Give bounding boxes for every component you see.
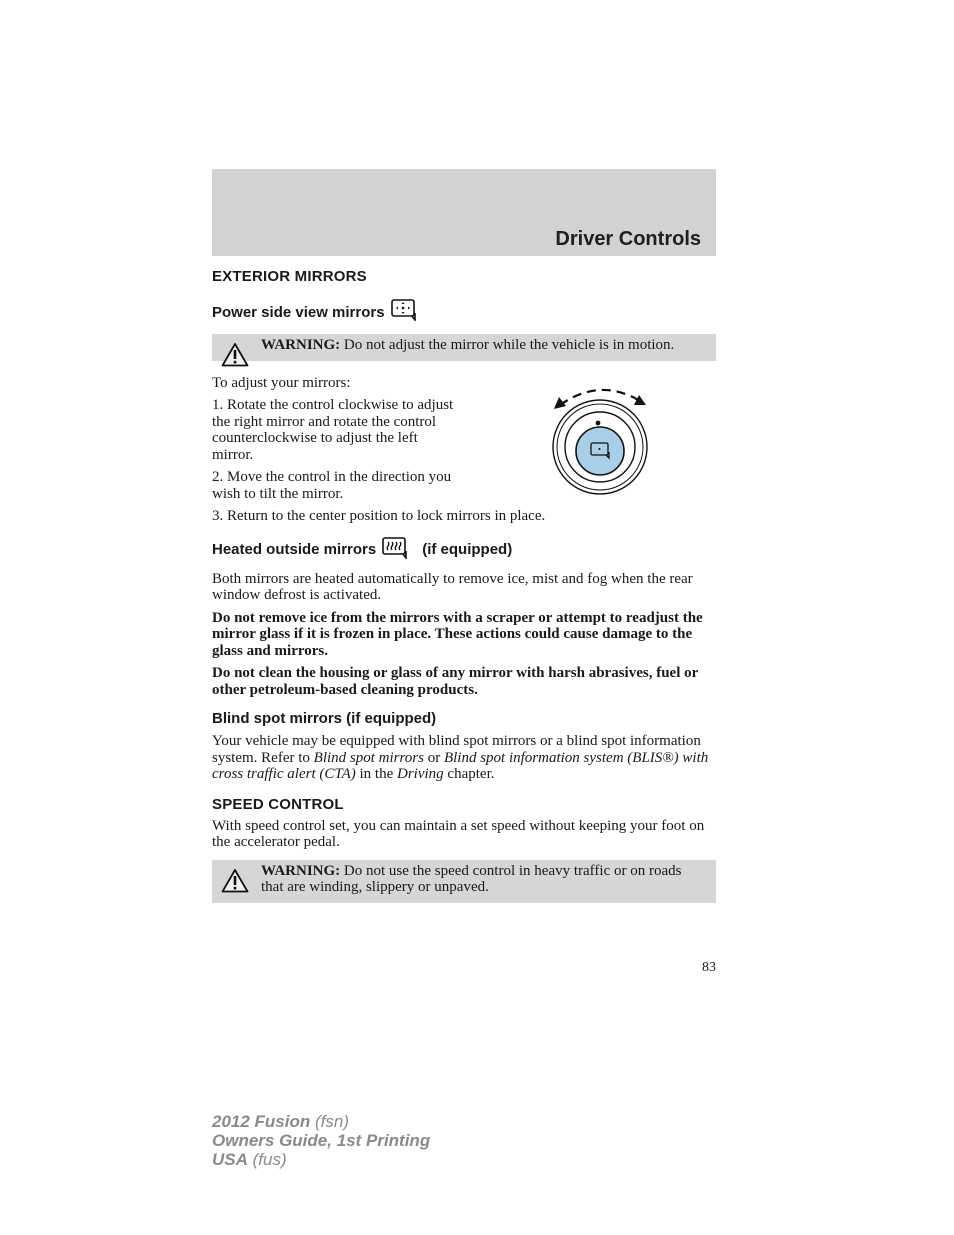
warning-label: WARNING: [261,862,341,879]
footer-region-code: (fus) [247,1150,287,1169]
mirror-instructions [212,375,716,503]
warning-triangle-icon [221,868,249,898]
blind-spot-text-2: or [423,749,444,766]
speed-control-para-1: With speed control set, you can maintain a set speed without keeping your foot on the accelerator pedal. [212,817,705,850]
mirror-step-3: 3. Return to the center position to lock mirrors in place. [212,508,546,524]
blind-spot-text-4: chapter. [443,766,495,782]
warning-label: WARNING: [261,337,341,353]
blind-spot-paragraph [212,733,716,783]
mirror-control-icon [391,299,417,325]
warning-text: Do not use the speed control in heavy traffic or on roads that are winding, slippery or unpaved. [261,862,682,895]
warning-text: Do not adjust the mirror while the vehicle is in motion. [340,337,675,353]
power-mirrors-label: Power side view mirrors [212,303,385,321]
heated-mirrors-caution-2: Do not clean the housing or glass of any mirror with harsh abrasives, fuel or other petroleum-based cleaning products. [212,665,698,698]
section-title-speed-control: SPEED CONTROL [212,795,344,813]
blind-spot-ref-chapter: Driving [397,766,444,782]
blind-spot-ref-1: Blind spot mirrors [313,749,424,766]
mirror-step-2: 2. Move the control in the direction you wish to tilt the mirror. [212,469,452,502]
blind-spot-ref-2: Blind spot information system (BLIS®) with cross traffic alert (CTA) [212,749,709,782]
footer-model: 2012 Fusion [212,1112,311,1131]
subsection-title-heated-mirrors [212,537,716,563]
mirror-knob-illustration [542,373,662,502]
footer-model-code: (fsn) [310,1112,349,1131]
rear-defrost-icon [382,537,408,563]
subsection-title-blind-spot: Blind spot mirrors (if equipped) [212,710,437,727]
section-title-exterior-mirrors: EXTERIOR MIRRORS [212,268,367,285]
subsection-title-power-mirrors [212,299,716,325]
heated-mirrors-label: Heated outside mirrors [212,541,377,558]
chapter-title: Driver Controls [555,228,701,250]
heated-mirrors-caution-1: Do not remove ice from the mirrors with a scraper or attempt to readjust the mirror glass if it is frozen in place. These actions could cause damage to the glass and mirrors. [212,609,703,659]
blind-spot-text-3: in the [355,766,397,782]
blind-spot-text-1: Your vehicle may be equipped with blind spot mirrors or a blind spot information system. Refer to [212,733,701,766]
mirror-intro: To adjust your mirrors: [212,374,351,391]
footer-guide: Owners Guide, 1st Printing [212,1131,431,1150]
page-content [212,266,716,903]
heated-mirrors-para-1: Both mirrors are heated automatically to remove ice, mist and fog when the rear window defrost is activated. [212,570,693,603]
page-number: 83 [702,960,716,975]
heated-mirrors-suffix: (if equipped) [422,541,513,558]
warning-triangle-icon [221,342,249,372]
mirror-step-1: 1. Rotate the control clockwise to adjust the right mirror and rotate the control counterclockwise to adjust the left mirror. [212,397,454,463]
footer-region: USA [212,1150,248,1169]
footer-edition-info [212,1112,430,1169]
warning-box-speed-control [212,860,716,903]
chapter-header-band [212,169,716,256]
warning-box-mirror [212,334,716,361]
